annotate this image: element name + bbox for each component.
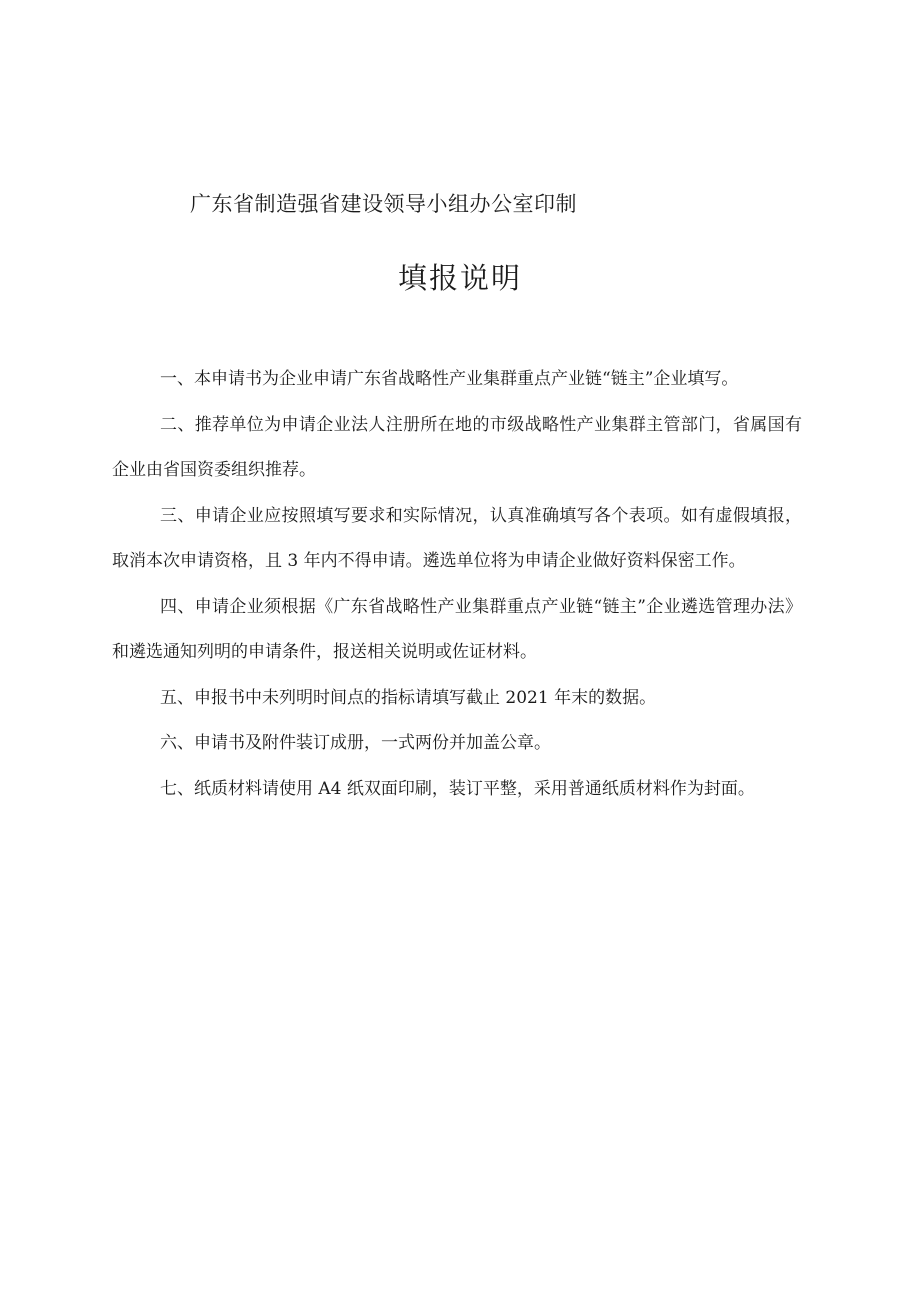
instruction-item-4: 四、申请企业须根据《广东省战略性产业集群重点产业链“链主”企业遴选管理办法》和遴选通知列明的申请条件，报送相关说明或佐证材料。	[112, 596, 802, 662]
publisher-line: 广东省制造强省建设领导小组办公室印制	[190, 192, 577, 216]
instruction-item-3: 三、申请企业应按照填写要求和实际情况，认真准确填写各个表项。如有虚假填报，取消本次申请资格，且 3 年内不得申请。遴选单位将为申请企业做好资料保密工作。	[112, 505, 802, 571]
instruction-item-7: 七、纸质材料请使用 A4 纸双面印刷，装订平整，采用普通纸质材料作为封面。	[160, 778, 755, 799]
page-title: 填报说明	[397, 261, 522, 295]
instruction-item-1: 一、本申请书为企业申请广东省战略性产业集群重点产业链“链主”企业填写。	[160, 369, 739, 389]
instruction-item-2: 二、推荐单位为申请企业法人注册所在地的市级战略性产业集群主管部门，省属国有企业由省国资委组织推荐。	[112, 414, 802, 480]
instruction-item-5: 五、申报书中未列明时间点的指标请填写截止 2021 年末的数据。	[160, 687, 657, 708]
instruction-item-6: 六、申请书及附件装订成册，一式两份并加盖公章。	[160, 733, 551, 753]
instructions-body	[112, 357, 802, 812]
